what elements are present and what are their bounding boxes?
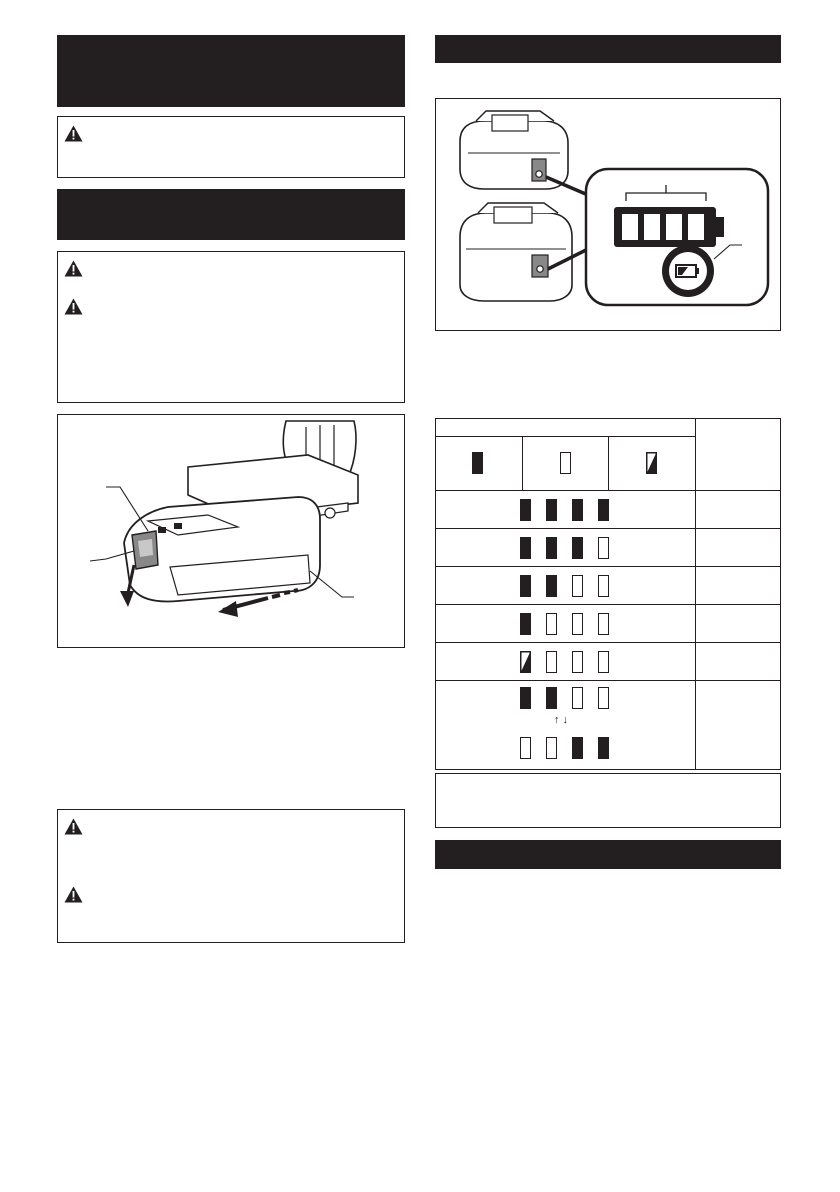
lamp [520, 737, 531, 759]
warning-box-1 [57, 116, 405, 178]
warning-icon [64, 886, 83, 903]
page-bottom-edge [0, 1186, 840, 1192]
lamp [572, 651, 583, 673]
lamp [546, 499, 557, 521]
lamp [572, 613, 583, 635]
legend-blinking-cell [609, 437, 696, 491]
lamp [598, 499, 609, 521]
warning-icon [64, 298, 83, 315]
note-box [435, 773, 781, 828]
lamp [572, 575, 583, 597]
warning-icon [64, 818, 83, 835]
legend-blinking-lamp [646, 452, 657, 474]
alternate-arrows: ↑ ↓ [554, 714, 569, 726]
legend-lighted-cell [436, 437, 523, 491]
capacity-cell [696, 529, 781, 567]
section-header-bar-1 [57, 35, 405, 107]
warning-icon [64, 125, 83, 142]
lamp [546, 537, 557, 559]
battery-removal-figure [57, 414, 405, 648]
legend-off-lamp [560, 452, 571, 474]
lamp [520, 575, 531, 597]
capacity-cell [696, 643, 781, 681]
indicator-row-5 [436, 643, 696, 681]
lamp [520, 499, 531, 521]
warning-box-2 [57, 251, 405, 403]
battery-indicator-illustration [436, 99, 779, 329]
capacity-cell [696, 567, 781, 605]
battery-indicator-figure [435, 98, 781, 331]
indicator-row-2 [436, 529, 696, 567]
lamp [520, 687, 531, 709]
lamp [572, 537, 583, 559]
lamp [546, 687, 557, 709]
battery-removal-illustration [58, 415, 403, 646]
lamp [572, 687, 583, 709]
lamp [598, 575, 609, 597]
lamp [598, 687, 609, 709]
indicator-row-4 [436, 605, 696, 643]
lamp [598, 737, 609, 759]
lamp [572, 737, 583, 759]
lamp [546, 651, 557, 673]
lamp [546, 575, 557, 597]
lamp [546, 737, 557, 759]
lamp [572, 499, 583, 521]
capacity-cell [696, 605, 781, 643]
section-header-bar-2 [57, 189, 405, 240]
indicator-row-3 [436, 567, 696, 605]
indicator-row-6 [436, 681, 696, 770]
lamp [598, 537, 609, 559]
lamp [520, 613, 531, 635]
section-header-bar-4 [435, 840, 781, 869]
lamp [598, 613, 609, 635]
lamp [598, 651, 609, 673]
legend-off-cell [522, 437, 609, 491]
warning-icon [64, 260, 83, 277]
capacity-cell [696, 681, 781, 770]
blinking-lamp [520, 651, 531, 673]
lamp [520, 537, 531, 559]
legend-lighted-lamp [472, 452, 483, 474]
indicator-header-cell [436, 419, 696, 437]
indicator-row-1 [436, 491, 696, 529]
section-header-bar-3 [435, 35, 781, 63]
lamp [546, 613, 557, 635]
remaining-capacity-header-cell [696, 419, 781, 491]
indicator-table [435, 418, 781, 770]
warning-box-3 [57, 809, 405, 943]
capacity-cell [696, 491, 781, 529]
